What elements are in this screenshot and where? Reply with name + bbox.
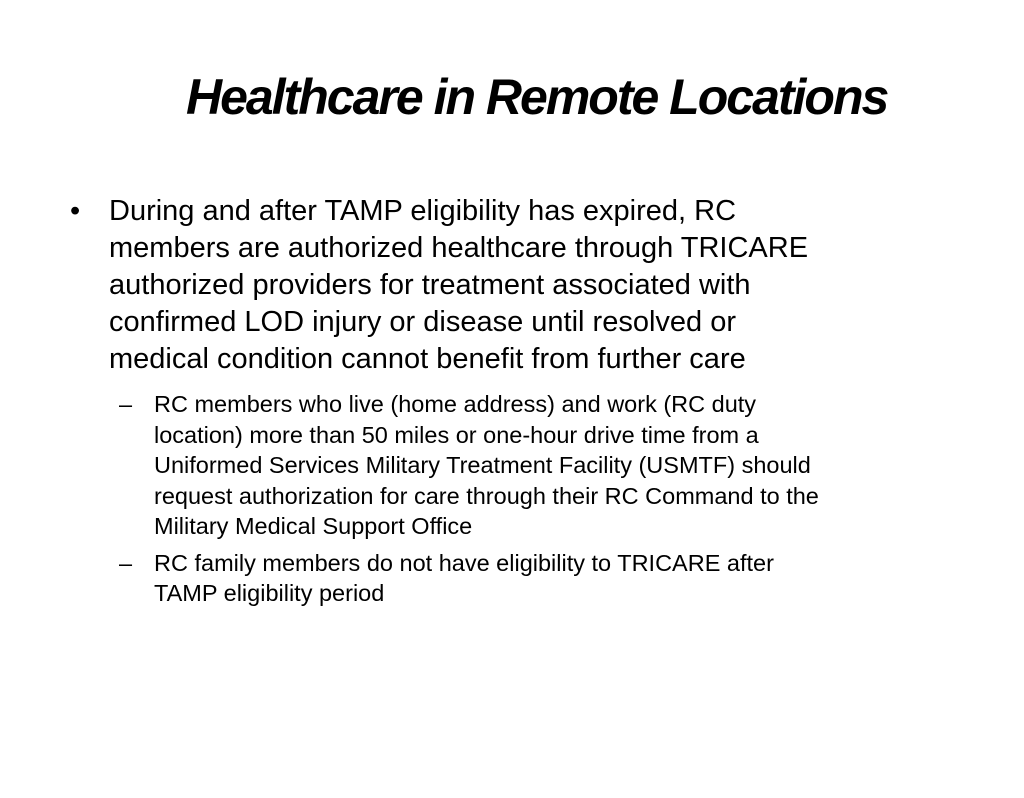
sub-bullet-text-line: Military Medical Support Office: [154, 513, 473, 539]
bullet-text-line: medical condition cannot benefit from further care: [109, 343, 746, 375]
dash-marker: –: [119, 391, 133, 417]
dash-marker: –: [119, 549, 133, 576]
bullet-marker: •: [70, 195, 81, 227]
sub-bullet-text-line: location) more than 50 miles or one-hour drive time from a: [154, 421, 759, 448]
sub-bullet-text-line: request authorization for care through their RC Command to the: [154, 482, 819, 509]
sub-bullet-text-line: Uniformed Services Military Treatment Facility (USMTF) should: [154, 452, 811, 478]
bullet-text-line: During and after TAMP eligibility has expired, RC: [109, 195, 737, 227]
bullet-text-line: confirmed LOD injury or disease until resolved or: [109, 306, 736, 338]
slide-title: Healthcare in Remote Locations: [186, 69, 888, 125]
sub-bullet-text-line: RC family members do not have eligibility to TRICARE after: [154, 549, 774, 576]
sub-bullet-text-line: TAMP eligibility period: [154, 580, 385, 606]
bullet-text-line: members are authorized healthcare through TRICARE: [109, 232, 809, 264]
sub-bullet-list: [109, 389, 970, 609]
bullet-list: [70, 193, 970, 615]
bullet-text-line: authorized providers for treatment associated with: [109, 269, 751, 301]
bullet-item: [70, 193, 970, 609]
sub-bullet-text-line: RC members who live (home address) and work (RC duty: [154, 391, 757, 417]
sub-bullet-item: [109, 548, 970, 609]
sub-bullet-item: [109, 389, 970, 542]
